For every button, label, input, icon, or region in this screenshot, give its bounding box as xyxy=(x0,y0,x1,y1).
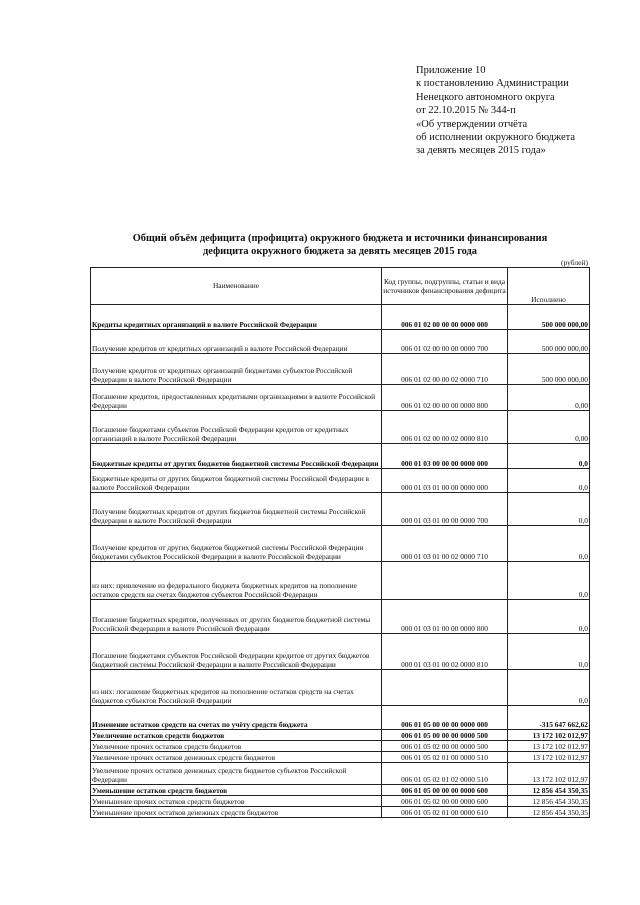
row-code: 006 01 05 02 00 00 0000 500 xyxy=(382,741,508,752)
row-value: 0,0 xyxy=(508,634,590,670)
row-code: 000 01 03 01 00 00 0000 000 xyxy=(382,469,508,493)
table-row xyxy=(91,469,590,493)
row-code: 000 01 03 01 00 00 0000 700 xyxy=(382,493,508,526)
row-value: 0,0 xyxy=(508,526,590,562)
row-value: 12 856 454 350,35 xyxy=(508,807,590,818)
row-code: 006 01 05 02 01 00 0000 610 xyxy=(382,807,508,818)
row-name: Увеличение прочих остатков денежных средств бюджетов субъектов Российской Федерации xyxy=(91,763,382,785)
row-code: 000 01 03 01 00 00 0000 800 xyxy=(382,600,508,634)
table-row xyxy=(91,741,590,752)
table-header-row xyxy=(91,268,590,305)
row-code: 006 01 02 00 00 02 0000 810 xyxy=(382,411,508,444)
row-name: Получение кредитов от других бюджетов бюджетной системы Российской Федерации бюджетами субъектов Российской Федерации в валюте Российской Федерации xyxy=(91,526,382,562)
table-row xyxy=(91,670,590,706)
appendix-line: «Об утверждении отчёта xyxy=(416,118,528,130)
table-row xyxy=(91,444,590,469)
row-code: 006 01 02 00 00 00 0000 000 xyxy=(382,305,508,330)
row-code: 006 01 05 00 00 00 0000 000 xyxy=(382,706,508,730)
row-code: 000 01 03 01 00 02 0000 710 xyxy=(382,526,508,562)
table-row xyxy=(91,385,590,411)
row-code: 000 01 03 01 00 02 0000 810 xyxy=(382,634,508,670)
row-value: 12 856 454 350,35 xyxy=(508,796,590,807)
row-code: 000 01 03 00 00 00 0000 000 xyxy=(382,444,508,469)
row-name: Уменьшение прочих остатков средств бюджетов xyxy=(91,796,382,807)
row-value: 0,0 xyxy=(508,562,590,600)
row-value: 0,00 xyxy=(508,411,590,444)
row-value: 0,0 xyxy=(508,493,590,526)
header-value: Исполнено xyxy=(508,268,590,305)
row-name: Погашение кредитов, предоставленных кредитными организациями в валюте Российской Федерации xyxy=(91,385,382,411)
row-value: 12 856 454 350,35 xyxy=(508,785,590,796)
row-code: 006 01 05 02 00 00 0000 600 xyxy=(382,796,508,807)
unit-label: (рублей) xyxy=(560,258,588,267)
row-name: Погашение бюджетами субъектов Российской Федерации кредитов от кредитных организаций в валюте Российской Федерации xyxy=(91,411,382,444)
table-row xyxy=(91,354,590,385)
row-name: Получение кредитов от кредитных организаций бюджетами субъектов Российской Федерации в валюте Российской Федерации xyxy=(91,354,382,385)
row-code: 006 01 05 00 00 00 0000 600 xyxy=(382,785,508,796)
document-title xyxy=(90,232,590,258)
appendix-line: к постановлению Администрации xyxy=(416,78,569,90)
row-name: Погашение бюджетами субъектов Российской Федерации кредитов от других бюджетов бюджетной системы Российской Федерации в валюте Российской Федерации xyxy=(91,634,382,670)
table-row xyxy=(91,752,590,763)
row-value: 0,0 xyxy=(508,670,590,706)
table-row xyxy=(91,305,590,330)
row-name: Бюджетные кредиты от других бюджетов бюджетной системы Российской Федерации в валюте Российской Федерации xyxy=(91,469,382,493)
appendix-line: от 22.10.2015 № 344-п xyxy=(416,105,516,117)
row-value: 13 172 102 012,97 xyxy=(508,763,590,785)
row-value: 0,0 xyxy=(508,444,590,469)
row-name: Уменьшение прочих остатков денежных средств бюджетов xyxy=(91,807,382,818)
table-row xyxy=(91,796,590,807)
table-row xyxy=(91,634,590,670)
row-code: 006 01 02 00 00 00 0000 800 xyxy=(382,385,508,411)
row-code xyxy=(382,562,508,600)
title-line-2: дефицита окружного бюджета за девять месяцев 2015 года xyxy=(202,246,478,257)
row-name: Получение кредитов от кредитных организаций в валюте Российской Федерации xyxy=(91,330,382,354)
row-value: 13 172 102 012,97 xyxy=(508,730,590,741)
table-row xyxy=(91,330,590,354)
row-name: Увеличение остатков средств бюджетов xyxy=(91,730,382,741)
row-name: Получение бюджетных кредитов от других бюджетов бюджетной системы Российской Федерации в валюте Российской Федерации xyxy=(91,493,382,526)
table-row xyxy=(91,562,590,600)
row-code: 006 01 02 00 00 02 0000 710 xyxy=(382,354,508,385)
table-row xyxy=(91,785,590,796)
row-code xyxy=(382,670,508,706)
row-value: 13 172 102 012,97 xyxy=(508,752,590,763)
table-row xyxy=(91,600,590,634)
row-code: 006 01 05 02 01 02 0000 510 xyxy=(382,763,508,785)
row-name: Кредиты кредитных организаций в валюте Российской Федерации xyxy=(91,305,382,330)
table-row xyxy=(91,526,590,562)
table-row xyxy=(91,763,590,785)
appendix-line: Ненецкого автономного округа xyxy=(416,91,555,103)
row-name: из них: погашение бюджетных кредитов на пополнение остатков средств на счетах бюджетов субъектов Российской Федерации xyxy=(91,670,382,706)
row-name: Изменение остатков средств на счетах по учёту средств бюджета xyxy=(91,706,382,730)
table-row xyxy=(91,706,590,730)
appendix-note xyxy=(416,64,636,158)
row-name: Увеличение прочих остатков средств бюджетов xyxy=(91,741,382,752)
header-code: Код группы, подгруппы, статьи и вида источников финансирования дефицита xyxy=(382,268,508,305)
row-value: -315 647 662,62 xyxy=(508,706,590,730)
row-name: Увеличение прочих остатков денежных средств бюджетов xyxy=(91,752,382,763)
appendix-line: за девять месяцев 2015 года» xyxy=(416,145,546,157)
row-name: Уменьшение остатков средств бюджетов xyxy=(91,785,382,796)
row-code: 006 01 05 02 01 00 0000 510 xyxy=(382,752,508,763)
row-name: Бюджетные кредиты от других бюджетов бюджетной системы Российской Федерации xyxy=(91,444,382,469)
table-row xyxy=(91,807,590,818)
row-value: 0,0 xyxy=(508,469,590,493)
row-value: 0,00 xyxy=(508,385,590,411)
row-value: 500 000 000,00 xyxy=(508,305,590,330)
header-name: Наименование xyxy=(91,268,382,305)
row-code: 006 01 02 00 00 00 0000 700 xyxy=(382,330,508,354)
row-value: 0,0 xyxy=(508,600,590,634)
title-line-1: Общий объём дефицита (профицита) окружного бюджета и источники финансирования xyxy=(132,233,548,244)
financing-table xyxy=(90,267,590,818)
row-value: 500 000 000,00 xyxy=(508,354,590,385)
appendix-line: об исполнении окружного бюджета xyxy=(416,132,575,144)
table-row xyxy=(91,411,590,444)
row-value: 13 172 102 012,97 xyxy=(508,741,590,752)
table-row xyxy=(91,493,590,526)
appendix-line: Приложение 10 xyxy=(416,65,486,76)
row-code: 006 01 05 00 00 00 0000 500 xyxy=(382,730,508,741)
row-name: из них: привлечение из федерального бюджета бюджетных кредитов на пополнение остатков средств на счетах бюджетов субъектов Российской Федерации xyxy=(91,562,382,600)
row-value: 500 000 000,00 xyxy=(508,330,590,354)
table-row xyxy=(91,730,590,741)
row-name: Погашение бюджетных кредитов, полученных от других бюджетов бюджетной системы Российской Федерации в валюте Российской Федерации xyxy=(91,600,382,634)
